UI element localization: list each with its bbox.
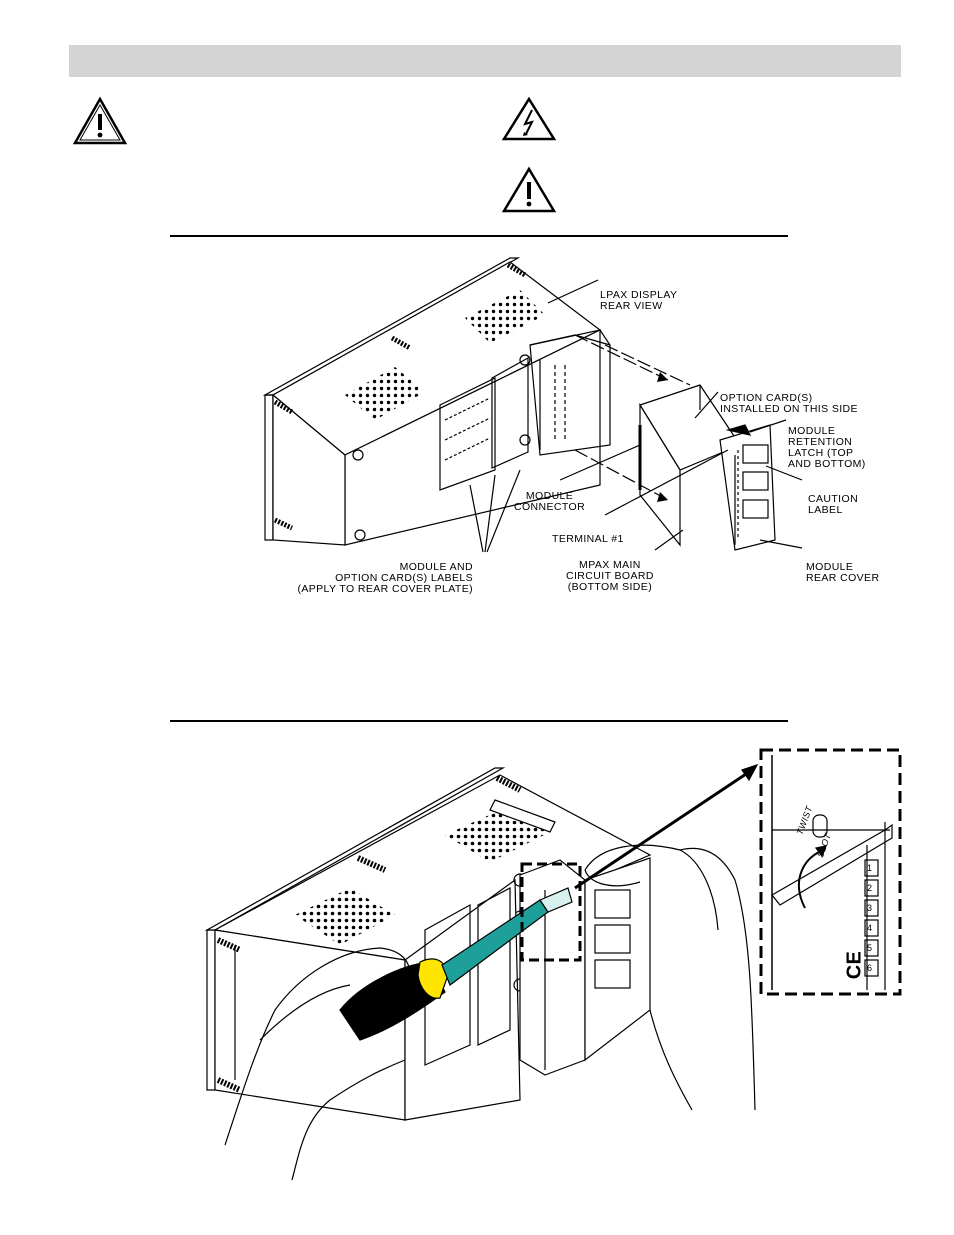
label-option-cards-installed: OPTION CARD(S) INSTALLED ON THIS SIDE — [720, 392, 858, 415]
inset-terminal-number: 2 — [867, 883, 873, 893]
inset-terminal-number: 6 — [867, 963, 873, 973]
ce-mark-icon: CE — [843, 950, 866, 980]
label-lpax-display-rear-view: LPAX DISPLAY REAR VIEW — [600, 289, 678, 312]
inset-terminal-number: 3 — [867, 903, 873, 913]
inset-terminal-number: 5 — [867, 943, 873, 953]
label-module-rear-cover: MODULE REAR COVER — [806, 561, 880, 584]
inset-slot-label: SLOT — [815, 831, 834, 859]
inset-twist-label: TWIST — [794, 804, 815, 837]
label-module-option-card-labels: MODULE AND OPTION CARD(S) LABELS (APPLY TO REAR COVER PLATE) — [297, 561, 473, 595]
label-terminal-1: TERMINAL #1 — [552, 533, 624, 545]
inset-terminal-number: 4 — [867, 923, 873, 933]
inset-terminal-number: 1 — [867, 863, 873, 873]
label-module-connector: MODULE CONNECTOR — [514, 490, 586, 513]
label-module-retention-latch: MODULE RETENTION LATCH (TOP AND BOTTOM) — [788, 425, 866, 470]
label-caution-label: CAUTION LABEL — [808, 493, 859, 516]
label-mpax-main-circuit-board: MPAX MAIN CIRCUIT BOARD (BOTTOM SIDE) — [566, 559, 654, 593]
